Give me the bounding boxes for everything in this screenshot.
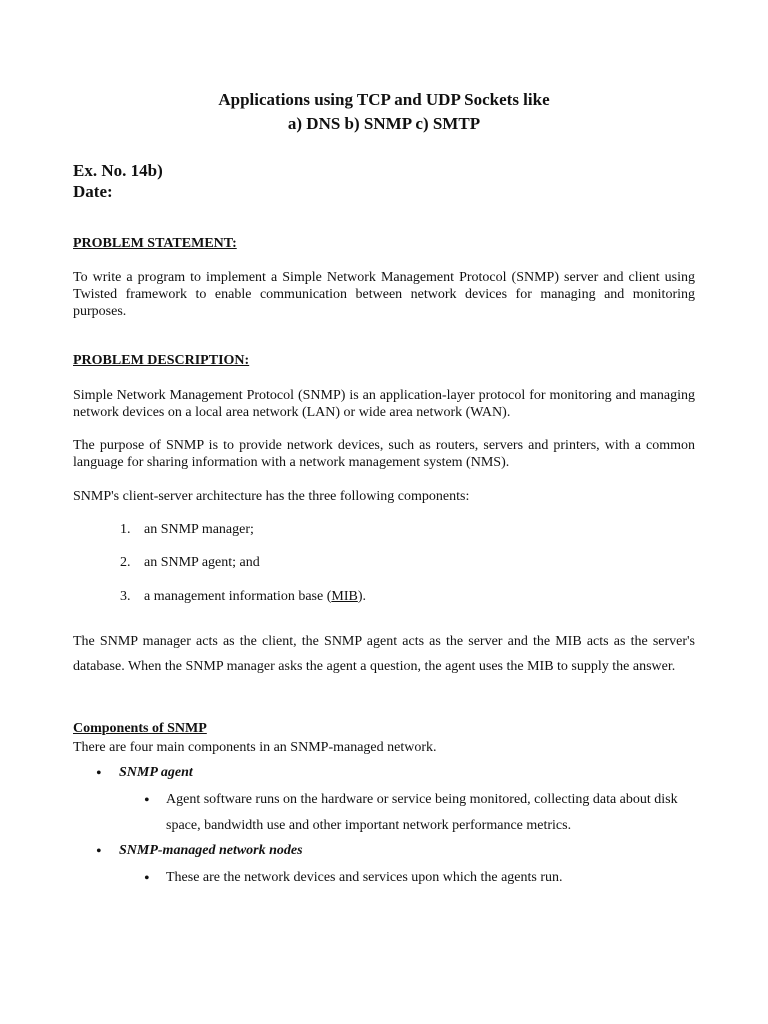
- problem-statement-text: To write a program to implement a Simple Network Management Protocol (SNMP) server and client using Twisted framework to enable communication between network devices for managing and monitoring purposes.: [73, 270, 695, 319]
- components-intro: There are four main components in an SNMP-managed network.: [73, 740, 437, 755]
- bullet-icon: •: [96, 765, 102, 782]
- components-heading: Components of SNMP: [73, 721, 207, 736]
- component-detail: Agent software runs on the hardware or service being monitored, collecting data about disk space, bandwidth use and other important network performance metrics.: [166, 792, 678, 833]
- description-paragraph-2: The purpose of SNMP is to provide network devices, such as routers, servers and printers, with a common language for sharing information with a network management system (NMS).: [73, 438, 695, 470]
- document-title-line-1: Applications using TCP and UDP Sockets like: [218, 90, 550, 109]
- list-item-text-before: a management information base (: [144, 589, 332, 604]
- numbered-list-item: [120, 589, 366, 605]
- list-number: 1.: [120, 522, 131, 537]
- mib-link[interactable]: MIB: [331, 589, 358, 604]
- exercise-number: Ex. No. 14b): [73, 161, 163, 180]
- list-item-text-after: ).: [357, 589, 366, 604]
- component-detail: These are the network devices and services upon which the agents run.: [166, 870, 563, 885]
- list-number: 2.: [120, 555, 131, 570]
- description-paragraph-3: SNMP's client-server architecture has the three following components:: [73, 489, 470, 504]
- bullet-icon: •: [96, 843, 102, 860]
- numbered-list-item: [120, 555, 260, 571]
- list-number: 3.: [120, 589, 131, 604]
- numbered-list-item: [120, 522, 254, 538]
- list-item-text: an SNMP manager;: [144, 522, 254, 537]
- document-title-line-2: a) DNS b) SNMP c) SMTP: [287, 114, 481, 133]
- problem-description-heading: PROBLEM DESCRIPTION:: [73, 353, 250, 368]
- component-title: SNMP-managed network nodes: [119, 843, 303, 858]
- list-item-text: an SNMP agent; and: [144, 555, 260, 570]
- description-paragraph-4: The SNMP manager acts as the client, the SNMP agent acts as the server and the MIB acts as the server's database. When the SNMP manager asks the agent a question, the agent uses the MIB to supply the answer.: [73, 634, 695, 674]
- bullet-icon: •: [144, 792, 150, 809]
- description-paragraph-1: Simple Network Management Protocol (SNMP) is an application-layer protocol for monitoring and managing network devices on a local area network (LAN) or wide area network (WAN).: [73, 388, 695, 420]
- problem-statement-heading: PROBLEM STATEMENT:: [73, 236, 237, 251]
- exercise-date: Date:: [73, 182, 113, 201]
- component-title: SNMP agent: [119, 765, 193, 780]
- bullet-icon: •: [144, 870, 150, 887]
